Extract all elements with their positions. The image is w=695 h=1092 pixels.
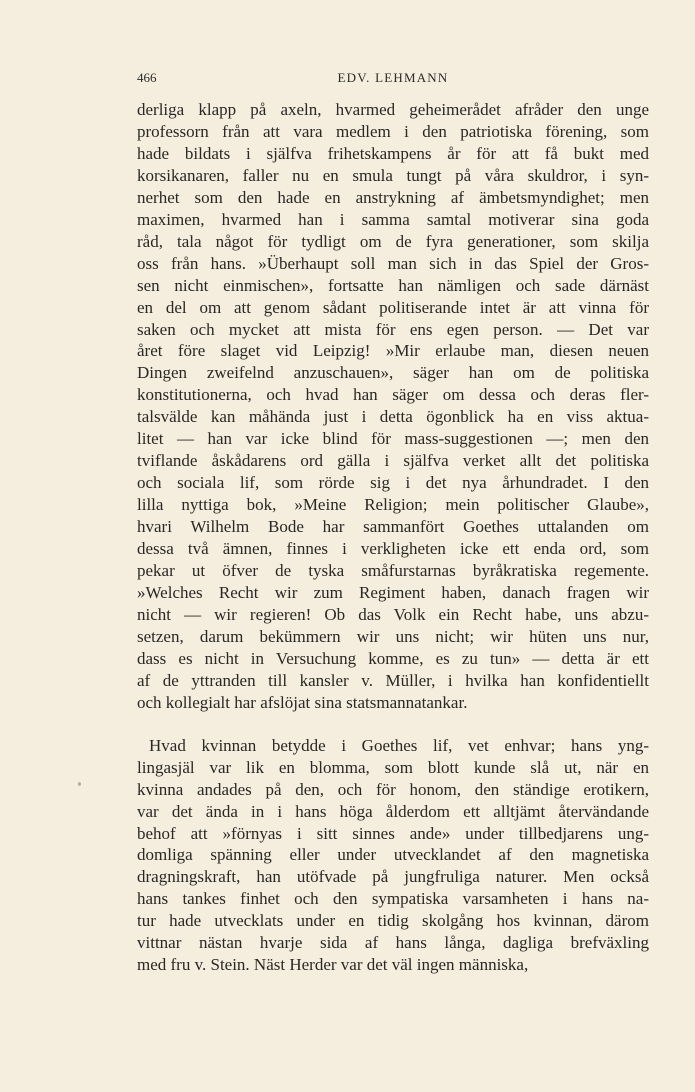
page-number: 466 xyxy=(137,70,157,85)
text-line: setzen, darum bekümmern wir uns nicht; wir hüten uns nur, xyxy=(137,626,649,646)
text-line: hans tankes finhet och den sympatiska varsamheten i hans na- xyxy=(137,889,649,909)
text-line: saken och mycket att mista för ens egen person. — Det var xyxy=(137,319,649,339)
text-line: »Welches Recht wir zum Regiment haben, danach fragen wir xyxy=(137,582,649,602)
text-line: pekar ut öfver de tyska småfurstarnas byråkratiska regemente. xyxy=(137,561,649,581)
text-line: maximen, hvarmed han i samma samtal motiverar sina goda xyxy=(137,209,649,229)
text-line: konstitutionerna, och hvad han säger om dessa och deras fler- xyxy=(137,385,649,405)
text-line: kvinna andades på den, och för honom, den ständige erotikern, xyxy=(137,779,649,799)
text-line: och sociala lif, som rörde sig i det nya århundradet. I den xyxy=(137,473,649,493)
text-line: en del om att genom sådant politiserande intet är att vinna för xyxy=(137,297,649,317)
text-line: lilla nyttiga bok, »Meine Religion; mein politischer Glaube», xyxy=(137,495,649,515)
text-line: och kollegialt har afslöjat sina statsmannatankar. xyxy=(137,692,468,712)
text-line: derliga klapp på axeln, hvarmed geheimerådet afråder den unge xyxy=(137,100,649,119)
text-line: nerhet som den hade en anstrykning af ämbetsmyndighet; men xyxy=(137,187,649,207)
text-line: var det ända in i hans höga ålderdom ett alltjämt återvändande xyxy=(137,801,649,821)
paragraph-gap xyxy=(137,714,649,735)
text-line: litet — han var icke blind för mass-suggestionen —; men den xyxy=(137,429,649,449)
text-line: sen nicht einmischen», fortsatte han nämligen och sade därnäst xyxy=(137,275,649,295)
text-line: dessa två ämnen, finnes i verkligheten icke ett enda ord, som xyxy=(137,539,649,559)
text-line: oss från hans. »Überhaupt soll man sich in das Spiel der Gros- xyxy=(137,253,649,273)
text-line: hade bildats i själfva frihetskampens år för att få bukt med xyxy=(137,143,649,163)
text-line: korsikanaren, faller nu en smula tungt på våra skuldror, i syn- xyxy=(137,165,649,185)
text-line: dragningskraft, han utöfvade på jungfruliga naturer. Men också xyxy=(137,867,649,887)
text-line: lingasjäl var lik en blomma, som blott kunde slå ut, när en xyxy=(137,757,649,777)
text-line: råd, tala något för tydligt om de fyra generationer, som skilja xyxy=(137,231,649,251)
text-line: Hvad kvinnan betydde i Goethes lif, vet enhvar; hans yng- xyxy=(149,735,649,755)
text-line: professorn från att vara medlem i den patriotiska förening, som xyxy=(137,121,649,141)
paragraph-1 xyxy=(137,99,649,714)
text-line: hvari Wilhelm Bode har sammanfört Goethes uttalanden om xyxy=(137,517,649,537)
margin-speck xyxy=(78,782,81,786)
text-line: tviflande åskådarens ord gälla i själfva verket allt det politiska xyxy=(137,451,649,471)
text-line: talsvälde kan måhända just i detta ögonblick ha en viss aktua- xyxy=(137,407,649,427)
text-line: dass es nicht in Versuchung komme, es zu tun» — detta är ett xyxy=(137,648,649,668)
body-text xyxy=(137,99,649,976)
text-line: af de yttranden till kansler v. Müller, i hvilka han konfidentiellt xyxy=(137,670,649,690)
text-line: med fru v. Stein. Näst Herder var det väl ingen människa, xyxy=(137,955,529,975)
text-line: behof att »förnyas i sitt sinnes ande» under tillbedjarens ung- xyxy=(137,823,649,843)
text-line: Dingen zweifelnd anzuschauen», säger han om de politiska xyxy=(137,363,649,383)
page-header xyxy=(137,70,649,90)
paragraph-2 xyxy=(137,735,649,976)
text-line: nicht — wir regieren! Ob das Volk ein Recht habe, uns abzu- xyxy=(137,604,649,624)
text-line: året före slaget vid Leipzig! »Mir erlaube man, diesen neuen xyxy=(137,341,649,361)
running-head: EDV. LEHMANN xyxy=(337,70,449,85)
text-line: domliga spänning eller under utvecklandet af den magnetiska xyxy=(137,845,649,865)
text-line: vittnar nästan hvarje sida af hans långa, dagliga brefväxling xyxy=(137,933,649,953)
text-line: tur hade utvecklats under en tidig skolgång hos kvinnan, därom xyxy=(137,911,649,931)
